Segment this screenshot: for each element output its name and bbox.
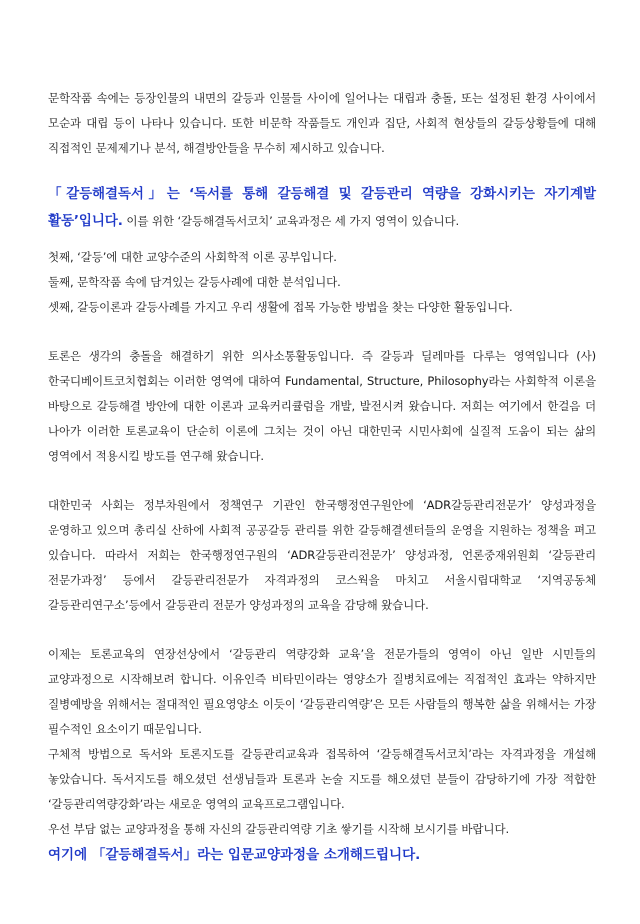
paragraph-adr: 대한민국 사회는 정부차원에서 정책연구 기관인 한국행정연구원안에 ‘ADR갈등관리전문가’ 양성과정을 운영하고 있으며 총리실 산하에 사회적 공공갈등 관리를 위한 갈등해결센터들의 운영을 지원하는 정책을 펴고 있습니다. 따라서 저희는 한국행정연구원의 ‘ADR갈등관리전문가’ 양성과정, 언론중재위원회 ‘갈등관리 전문가과정’ 등에서 갈등관리전문가 자격과정의 코스웍을 마치고 서울시립대학교 ‘지역공동체 갈등관리연구소’등에서 갈등관리 전문가 양성과정의 교육을 감당해 왔습니다. (48, 498, 596, 612)
list-item: 둘째, 문학작품 속에 담겨있는 갈등사례에 대한 분석입니다. (48, 275, 341, 289)
list-item: 첫째, ‘갈등’에 대한 교양수준의 사회학적 이론 공부입니다. (48, 250, 337, 264)
paragraph-definition (48, 181, 596, 235)
paragraph-literature-conflict: 문학작품 속에는 등장인물의 내면의 갈등과 인물들 사이에 일어나는 대립과 충돌, 또는 설정된 환경 사이에서 모순과 대립 등이 나타나 있습니다. 또한 비문학 작품들도 개인과 집단, 사회적 현상들의 갈등상황들에 대해 직접적인 문제제기나 분석, 해결방안들을 무수히 제시하고 있습니다. (48, 91, 596, 155)
definition-highlight: 「갈등해결독서」는 ‘독서를 통해 갈등해결 및 갈등관리 역량을 강화시키는 자기계발 활동’입니다. (48, 186, 596, 229)
definition-rest: 이를 위한 ‘갈등해결독서코치’ 교육과정은 세 가지 영역이 있습니다. (122, 214, 460, 228)
paragraph-invitation: 우선 부담 없는 교양과정을 통해 자신의 갈등관리역량 기초 쌓기를 시작해 보시기를 바랍니다. (48, 822, 510, 836)
list-item: 셋째, 갈등이론과 갈등사례를 가지고 우리 생활에 접목 가능한 방법을 찾는 다양한 활동입니다. (48, 300, 513, 314)
paragraph-citizen-education: 이제는 토론교육의 연장선상에서 ‘갈등관리 역량강화 교육’을 전문가들의 영역이 아닌 일반 시민들의 교양과정으로 시작해보려 합니다. 이유인즉 비타민이라는 영양소가 질병치료에는 직접적인 효과는 약하지만 질병예방을 위해서는 절대적인 필요영양소 이듯이 ‘갈등관리역량’은 모든 사람들의 행복한 삶을 위해서는 가장 필수적인 요소이기 때문입니다. (48, 647, 596, 736)
closing-line: 여기에 「갈등해결독서」라는 입문교양과정을 소개해드립니다. (48, 847, 421, 863)
paragraph-debate: 토론은 생각의 충돌을 해결하기 위한 의사소통활동입니다. 즉 갈등과 딜레마를 다루는 영역입니다 (사)한국디베이트코치협회는 이러한 영역에 대하여 Fundamental, Structure, Philosophy라는 사회학적 이론을 바탕으로 갈등해결 방안에 대한 이론과 교육커리큘럼을 개발, 발전시켜 왔습니다. 저희는 여기에서 한걸음 더 나아가 이러한 토론교육이 단순히 이론에 그치는 것이 아닌 대한민국 시민사회에 실질적 도움이 되는 삶의 영역에서 적용시킬 방도를 연구해 왔습니다. (48, 349, 596, 463)
paragraph-method: 구체적 방법으로 독서와 토론지도를 갈등관리교육과 접목하여 ‘갈등해결독서코치’라는 자격과정을 개설해 놓았습니다. 독서지도를 해오셨던 선생님들과 토론과 논술 지도를 해오셨던 분들이 감당하기에 가장 적합한 ‘갈등관리역량강화’라는 새로운 영역의 교육프로그램입니다. (48, 747, 596, 811)
curriculum-list (48, 245, 596, 320)
